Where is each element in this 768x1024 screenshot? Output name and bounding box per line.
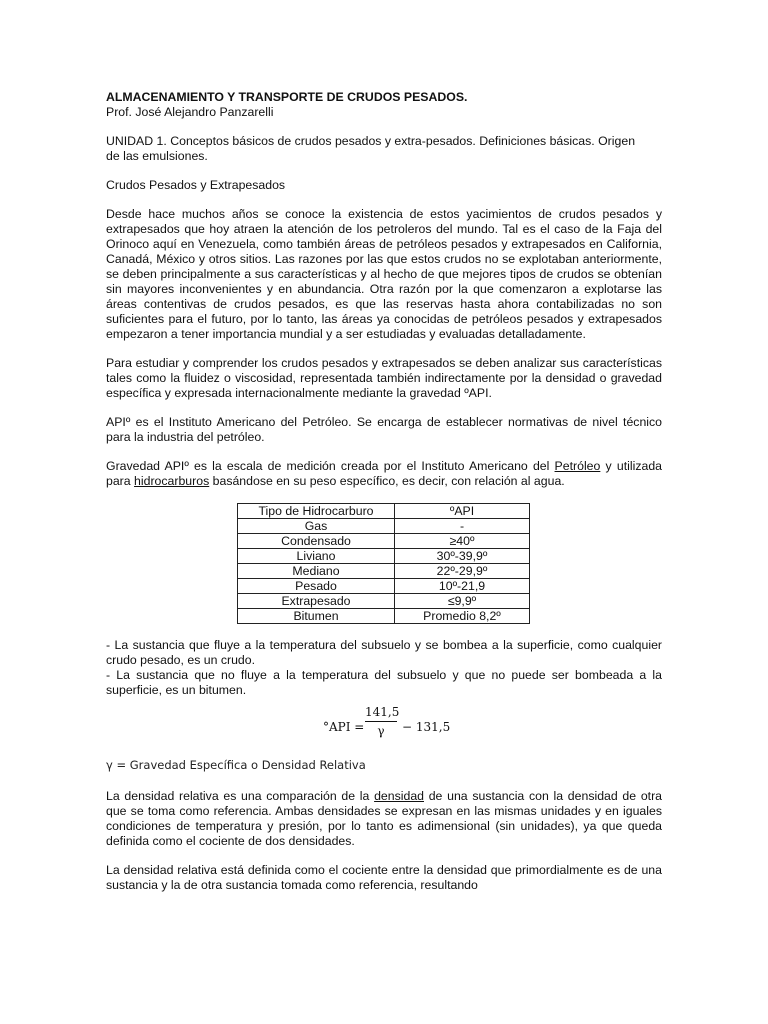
- section-title: Crudos Pesados y Extrapesados: [106, 178, 286, 192]
- table-cell: Pesado: [238, 579, 395, 594]
- table-row: [238, 594, 530, 609]
- table-cell: Condensado: [238, 534, 395, 549]
- api-gravity-text-c: basándose en su peso específico, es decir, con relación al agua.: [209, 474, 565, 488]
- api-classification-table: [237, 503, 530, 624]
- unit-line-2: de las emulsiones.: [106, 149, 208, 163]
- table-cell: ≤9,9º: [395, 594, 530, 609]
- api-gravity-text-b: y utilizada para: [106, 459, 662, 488]
- formula-rhs: − 131,5: [402, 720, 451, 734]
- paragraph-history: Desde hace muchos años se conoce la existencia de estos yacimientos de crudos pesados y extrapesados que hoy atraen la atención de los petroleros del mundo. Tal es el caso de la Faja del Orinoco aquí en Venezuela, como también áreas de petróleos pesados y extrapesados en California, Canadá, México y otros sitios. Las razones por las que estos crudos no se explotaban anteriormente, se deben principalmente a sus características y al hecho de que mejores tipos de crudos se obtenían sin mayores inconvenientes y en abundancia. Otra razón por la que comenzaron a explotarse las áreas contentivas de crudos pesados, es que las reservas hasta ahora contabilizadas no son suficientes para el futuro, por lo tanto, las áreas ya conocidas de petróleos pesados y extrapesados empezaron a tener importancia mundial y a ser estudiadas y evaluadas detalladamente.: [106, 207, 662, 341]
- paragraph-api-gravity: [106, 459, 662, 489]
- table-cell: Mediano: [238, 564, 395, 579]
- note-bitumen: - La sustancia que no fluye a la temperatura del subsuelo y que no puede ser bombeada a la superficie, es un bitumen.: [106, 668, 662, 697]
- table-row: [238, 549, 530, 564]
- api-formula: [106, 704, 662, 750]
- table-cell: Extrapesado: [238, 594, 395, 609]
- paragraph-characteristics: Para estudiar y comprender los crudos pesados y extrapesados se deben analizar sus características tales como la fluidez o viscosidad, representada también indirectamente por la densidad o gravedad específica y expresada internacionalmente mediante la gravedad ºAPI.: [106, 356, 662, 400]
- table-cell: 10º-21,9: [395, 579, 530, 594]
- unit-heading: [106, 134, 662, 164]
- formula-fraction: [365, 704, 400, 739]
- table-row: [238, 609, 530, 624]
- table-header-cell: ºAPI: [395, 504, 530, 519]
- petroleo-link[interactable]: Petróleo: [554, 459, 601, 473]
- hidrocarburos-link[interactable]: hidrocarburos: [134, 474, 210, 488]
- gamma-definition: γ = Gravedad Específica o Densidad Relativa: [106, 758, 366, 772]
- document-page: [106, 90, 662, 907]
- note-crude: - La sustancia que fluye a la temperatura del subsuelo y se bombea a la superficie, como cualquier crudo pesado, es un crudo.: [106, 638, 662, 667]
- relative-density-text-a: La densidad relativa es una comparación de la: [106, 789, 375, 803]
- densidad-link[interactable]: densidad: [374, 789, 424, 803]
- fraction-bar: [365, 721, 397, 722]
- table-cell: 22º-29,9º: [395, 564, 530, 579]
- table-cell: Liviano: [238, 549, 395, 564]
- document-title: ALMACENAMIENTO Y TRANSPORTE DE CRUDOS PESADOS.: [106, 90, 468, 104]
- table-row: [238, 579, 530, 594]
- paragraph-relative-density: [106, 789, 662, 849]
- table-cell: Promedio 8,2º: [395, 609, 530, 624]
- table-row: [238, 564, 530, 579]
- paragraph-api-institute: APIº es el Instituto Americano del Petróleo. Se encarga de establecer normativas de nivel técnico para la industria del petróleo.: [106, 415, 662, 444]
- relative-density-text-b: de una sustancia con la densidad de otra que se toma como referencia. Ambas densidades se expresan en las mismas unidades y en iguales condiciones de temperatura y presión, por lo tanto es adimensional (sin unidades), ya que queda definida como el cociente de dos densidades.: [106, 789, 663, 848]
- table-cell: ≥40º: [395, 534, 530, 549]
- api-gravity-text-a: Gravedad APIº es la escala de medición creada por el Instituto Americano del: [106, 459, 555, 473]
- table-cell: -: [395, 519, 530, 534]
- formula-lhs: °API =: [323, 720, 365, 734]
- table-header-cell: Tipo de Hidrocarburo: [238, 504, 395, 519]
- table-cell: Bitumen: [238, 609, 395, 624]
- paragraph-relative-density-definition: La densidad relativa está definida como el cociente entre la densidad que primordialmente es de una sustancia y la de otra sustancia tomada como referencia, resultando: [106, 863, 662, 892]
- formula-denominator: γ: [377, 724, 385, 738]
- table-cell: Gas: [238, 519, 395, 534]
- table-cell: 30º-39,9º: [395, 549, 530, 564]
- table-row: [238, 519, 530, 534]
- unit-line-1: UNIDAD 1. Conceptos básicos de crudos pesados y extra-pesados. Definiciones básicas. Origen: [106, 134, 636, 148]
- table-row: [238, 534, 530, 549]
- author-line: Prof. José Alejandro Panzarelli: [106, 105, 274, 119]
- table-header-row: [238, 504, 530, 519]
- formula-numerator: 141,5: [365, 705, 400, 719]
